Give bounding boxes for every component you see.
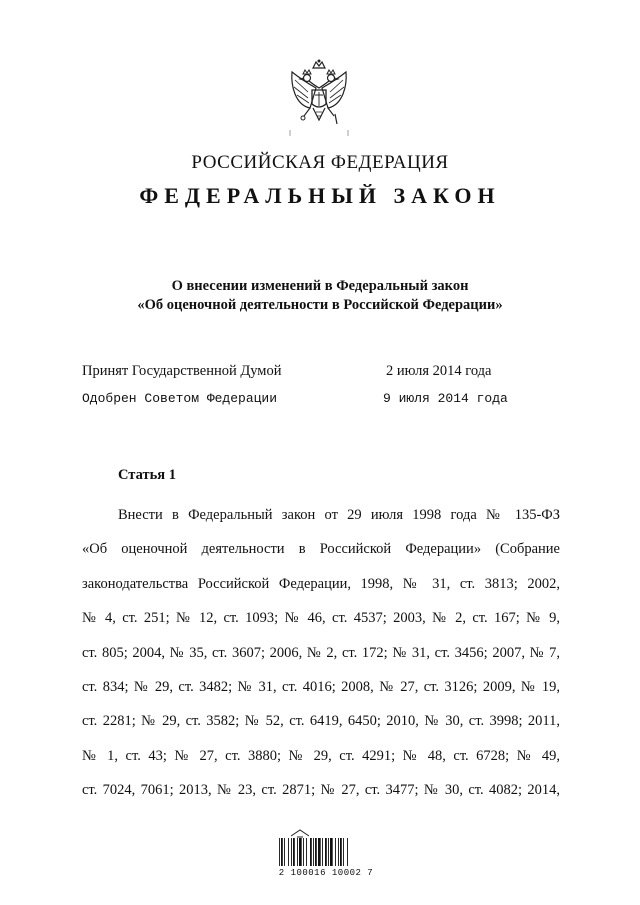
barcode-bar	[303, 838, 304, 866]
body-line: Внести в Федеральный закон от 29 июля 1998 года № 135-ФЗ	[118, 507, 560, 523]
barcode-bar	[338, 838, 339, 866]
barcode-bar	[343, 838, 344, 866]
barcode-bar	[330, 838, 333, 866]
barcode-bar	[347, 838, 348, 866]
law-type-heading: ФЕДЕРАЛЬНЫЙ ЗАКОН	[139, 183, 501, 208]
country-name: РОССИЙСКАЯ ФЕДЕРАЦИЯ	[191, 152, 449, 173]
coat-of-arms-icon	[286, 58, 352, 136]
barcode-bar	[325, 838, 327, 866]
body-line: № 1, ст. 43; № 27, ст. 3880; № 29, ст. 4291; № 48, ст. 6728; № 49,	[82, 747, 560, 764]
body-line: ст. 2281; № 29, ст. 3582; № 52, ст. 6419, 6450; 2010, № 30, ст. 3998; 2011,	[82, 713, 560, 730]
barcode-icon	[278, 838, 374, 866]
barcode-bar	[291, 838, 292, 866]
barcode-bar	[322, 838, 323, 866]
barcode-bar	[318, 838, 321, 866]
barcode-number: 2 100016 10002 7	[278, 868, 374, 878]
approved-by-label: Одобрен Советом Федерации	[82, 391, 278, 406]
body-line: ст. 7024, 7061; 2013, № 23, ст. 2871; № 27, ст. 3477; № 30, ст. 4082; 2014,	[82, 782, 560, 799]
document-title-line: «Об оценочной деятельности в Российской Федерации»	[137, 297, 503, 313]
document-title	[0, 277, 640, 315]
body-line: № 4, ст. 251; № 12, ст. 1093; № 46, ст. 4537; 2003, № 2, ст. 167; № 9,	[82, 610, 560, 627]
approved-date: 9 июля 2014 года	[383, 391, 508, 406]
barcode-bar	[315, 838, 317, 866]
document-title-line: О внесении изменений в Федеральный закон	[171, 278, 469, 294]
barcode-bar	[328, 838, 329, 866]
article-heading: Статья 1	[118, 467, 176, 483]
barcode-bar	[299, 838, 302, 866]
adopted-date: 2 июля 2014 года	[386, 363, 492, 379]
body-line: ст. 834; № 29, ст. 3482; № 31, ст. 4016; 2008, № 27, ст. 3126; 2009, № 19,	[82, 678, 560, 695]
body-line: «Об оценочной деятельности в Российской Федерации» (Собрание	[82, 541, 560, 558]
barcode-bar	[279, 838, 280, 866]
body-line: ст. 805; 2004, № 35, ст. 3607; 2006, № 2, ст. 172; № 31, ст. 3456; 2007, № 7,	[82, 644, 560, 661]
article-body	[82, 506, 560, 816]
barcode-bar	[284, 838, 285, 866]
adopted-by-label: Принят Государственной Думой	[82, 363, 282, 379]
barcode-bar	[293, 838, 295, 866]
barcode-bar	[288, 838, 289, 866]
barcode-bar	[297, 838, 298, 866]
barcode-bar	[313, 838, 314, 866]
barcode-bar	[310, 838, 312, 866]
barcode-bar	[281, 838, 283, 866]
body-line: законодательства Российской Федерации, 1998, № 31, ст. 3813; 2002,	[82, 575, 560, 592]
barcode-bar	[335, 838, 336, 866]
barcode-bar	[306, 838, 307, 866]
registration-mark-icon	[289, 828, 311, 838]
barcode-bar	[340, 838, 342, 866]
